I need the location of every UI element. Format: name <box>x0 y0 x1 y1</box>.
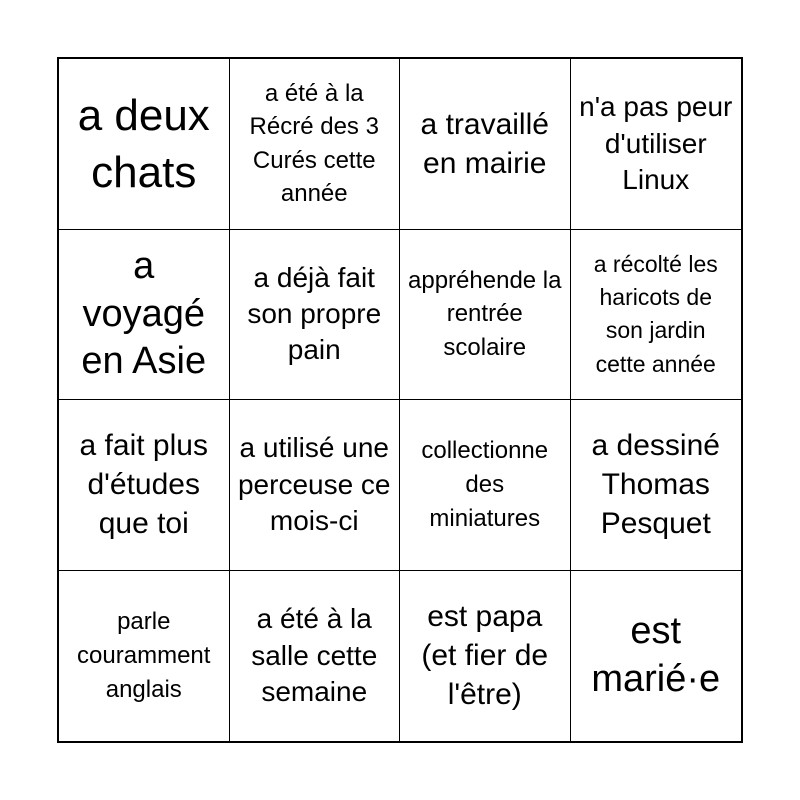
bingo-cell-text: a utilisé une perceuse ce mois-ci <box>237 432 391 536</box>
bingo-cell[interactable] <box>400 230 571 401</box>
bingo-cell-text: a été à la Récré des 3 Curés cette année <box>249 79 379 208</box>
bingo-cell-text: a deux chats <box>77 90 210 197</box>
bingo-cell[interactable] <box>59 400 230 571</box>
bingo-cell[interactable] <box>571 571 742 742</box>
bingo-cell-text: a travaillé en mairie <box>420 107 549 180</box>
bingo-cell[interactable] <box>400 400 571 571</box>
bingo-board <box>57 57 743 743</box>
bingo-cell-text: est marié·e <box>591 610 721 700</box>
bingo-cell-text: a fait plus d'études que toi <box>79 429 208 541</box>
bingo-cell[interactable] <box>230 59 401 230</box>
bingo-cell-text: a récolté les haricots de son jardin cette année <box>593 250 718 377</box>
bingo-cell-text: est papa (et fier de l'être) <box>421 600 549 712</box>
bingo-cell[interactable] <box>59 59 230 230</box>
bingo-cell[interactable] <box>230 230 401 401</box>
bingo-cell[interactable] <box>230 571 401 742</box>
bingo-cell[interactable] <box>571 230 742 401</box>
bingo-cell[interactable] <box>571 400 742 571</box>
bingo-cell[interactable] <box>230 400 401 571</box>
bingo-cell-text: a déjà fait son propre pain <box>247 261 382 366</box>
bingo-cell[interactable] <box>400 571 571 742</box>
bingo-cell[interactable] <box>571 59 742 230</box>
bingo-cell-text: a voyagé en Asie <box>81 245 207 382</box>
bingo-cell-text: appréhende la rentrée scolaire <box>408 266 562 362</box>
bingo-cell-text: n'a pas peur d'utiliser Linux <box>579 91 733 195</box>
bingo-cell-text: collectionne des miniatures <box>421 437 549 532</box>
bingo-cell[interactable] <box>59 571 230 742</box>
bingo-cell-text: a dessiné Thomas Pesquet <box>591 429 720 541</box>
bingo-cell-text: parle couramment anglais <box>77 608 211 703</box>
bingo-cell[interactable] <box>400 59 571 230</box>
bingo-cell[interactable] <box>59 230 230 401</box>
bingo-cell-text: a été à la salle cette semaine <box>251 603 378 707</box>
